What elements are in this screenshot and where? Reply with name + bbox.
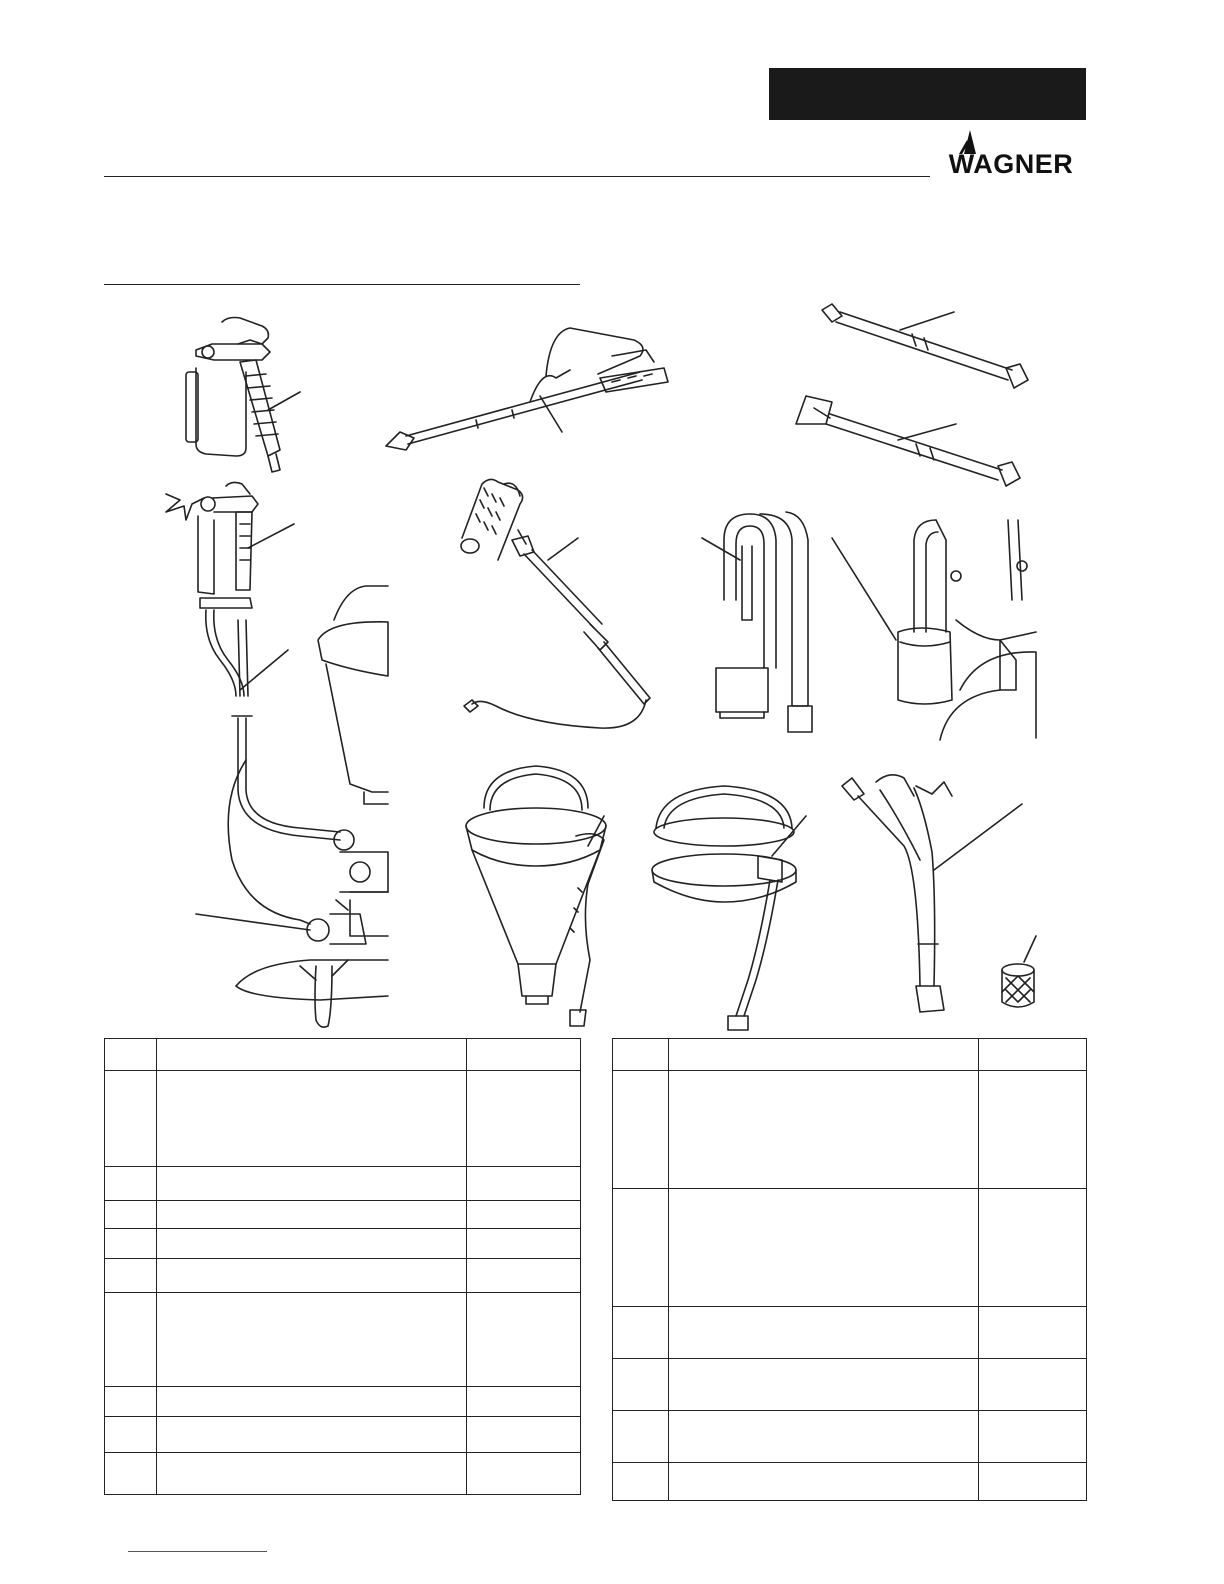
accessories-table-right: [612, 1038, 1087, 1501]
table-row: [105, 1387, 581, 1417]
table-row: [105, 1417, 581, 1453]
spray-gun-with-hose-icon: [166, 482, 294, 696]
header-title-bar: [769, 68, 1086, 120]
accessories-illustration: [100, 295, 1100, 1035]
spray-gun-icon: [186, 318, 300, 473]
accessories-table-left: [104, 1038, 581, 1495]
table-row: [613, 1071, 1087, 1189]
tip-extension-icon: [822, 304, 1028, 388]
table-row: [105, 1453, 581, 1495]
suction-tube-in-bucket-icon: [832, 520, 1036, 740]
table-row: [105, 1201, 581, 1229]
section-rule: [104, 284, 580, 285]
inlet-filter-icon: [1002, 936, 1036, 1007]
header-rule: [104, 176, 930, 177]
table-row: [105, 1229, 581, 1259]
table-row: [105, 1167, 581, 1201]
table-row: [613, 1463, 1087, 1501]
suction-hose-icon: [842, 775, 1022, 1012]
table-row: [613, 1307, 1087, 1359]
table-row: [105, 1259, 581, 1293]
extension-pole-gun-icon: [386, 328, 668, 450]
sprayer-with-hopper-icon: [196, 586, 388, 1027]
hopper-icon: [466, 766, 606, 1026]
table-row: [613, 1359, 1087, 1411]
table-header-row: [105, 1039, 581, 1071]
suction-tube-icon: [702, 512, 812, 732]
wagner-logo-text: WAGNER: [948, 149, 1074, 179]
table-row: [105, 1293, 581, 1387]
hopper-lid-icon: [652, 786, 806, 1030]
footer-link-underline[interactable]: [128, 1551, 267, 1552]
table-row: [613, 1411, 1087, 1463]
table-row: [613, 1189, 1087, 1307]
table-row: [105, 1071, 581, 1167]
tip-extension-with-guard-icon: [796, 396, 1020, 486]
table-header-row: [613, 1039, 1087, 1071]
wagner-logo: [934, 128, 1088, 178]
paint-roller-icon: [461, 479, 650, 728]
